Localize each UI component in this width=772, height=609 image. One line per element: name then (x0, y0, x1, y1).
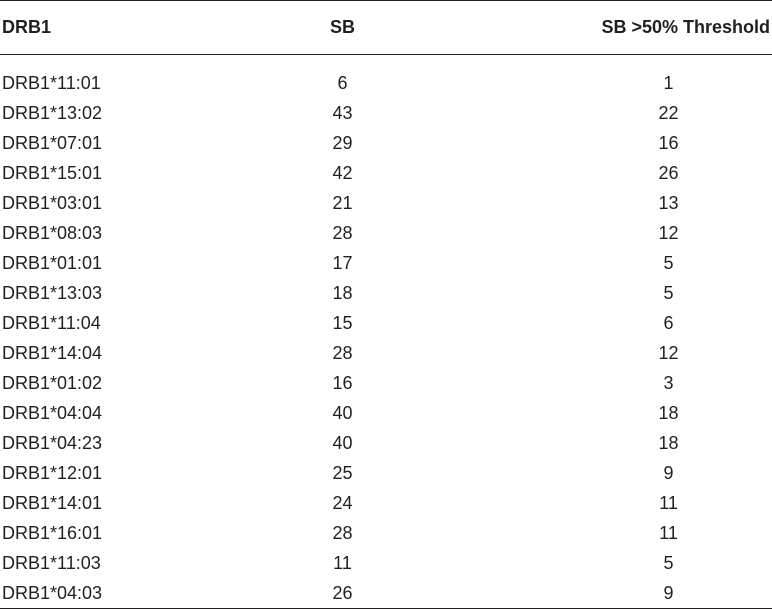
cell-allele: DRB1*11:04 (2, 312, 101, 333)
table-row (0, 98, 772, 128)
cell-sb: 25 (332, 462, 353, 483)
table-row (0, 278, 772, 308)
cell-sb: 11 (333, 552, 352, 573)
cell-allele: DRB1*12:01 (2, 462, 103, 483)
table-row (0, 488, 772, 518)
cell-allele: DRB1*11:01 (2, 72, 101, 93)
cell-sb: 16 (332, 372, 353, 393)
cell-sb-threshold: 18 (658, 402, 679, 423)
table-row (0, 368, 772, 398)
cell-sb: 43 (332, 102, 353, 123)
cell-sb-threshold: 11 (659, 492, 678, 513)
cell-sb: 28 (332, 222, 353, 243)
table-row (0, 158, 772, 188)
cell-sb: 29 (332, 132, 353, 153)
table-row (0, 308, 772, 338)
cell-allele: DRB1*13:02 (2, 102, 103, 123)
header-spacer (0, 55, 772, 68)
cell-sb: 17 (332, 252, 353, 273)
cell-sb: 15 (332, 312, 353, 333)
header-row (0, 1, 772, 55)
cell-sb: 42 (332, 162, 353, 183)
table-row (0, 338, 772, 368)
cell-sb-threshold: 5 (663, 282, 674, 303)
table-body (0, 55, 772, 609)
header-sb: SB (240, 1, 445, 55)
cell-sb-threshold: 22 (658, 102, 679, 123)
cell-allele: DRB1*14:04 (2, 342, 103, 363)
cell-allele: DRB1*04:23 (2, 432, 103, 453)
cell-sb-threshold: 18 (658, 432, 679, 453)
cell-sb-threshold: 9 (445, 578, 772, 609)
cell-allele: DRB1*01:01 (2, 252, 103, 273)
header-drb1: DRB1 (0, 1, 240, 55)
cell-sb: 24 (332, 492, 353, 513)
cell-sb-threshold: 12 (658, 222, 679, 243)
table-row (0, 188, 772, 218)
header-sb-threshold: SB >50% Threshold (445, 1, 772, 55)
cell-sb-threshold: 1 (663, 72, 674, 93)
cell-sb: 21 (332, 192, 353, 213)
cell-allele: DRB1*01:02 (2, 372, 103, 393)
table-row (0, 578, 772, 609)
cell-sb-threshold: 16 (658, 132, 679, 153)
cell-sb-threshold: 13 (658, 192, 679, 213)
cell-sb: 40 (332, 402, 353, 423)
table-row (0, 248, 772, 278)
cell-sb: 6 (337, 72, 348, 93)
table-row (0, 518, 772, 548)
cell-sb-threshold: 26 (658, 162, 679, 183)
table-row (0, 68, 772, 98)
cell-sb-threshold: 12 (658, 342, 679, 363)
cell-allele: DRB1*16:01 (2, 522, 103, 543)
cell-sb: 28 (332, 522, 353, 543)
cell-sb-threshold: 6 (663, 312, 674, 333)
cell-allele: DRB1*14:01 (2, 492, 103, 513)
cell-sb: 18 (332, 282, 353, 303)
cell-sb-threshold: 9 (663, 462, 674, 483)
cell-allele: DRB1*13:03 (2, 282, 103, 303)
cell-sb-threshold: 11 (659, 522, 678, 543)
table-row (0, 128, 772, 158)
cell-sb-threshold: 5 (663, 552, 674, 573)
cell-allele: DRB1*04:04 (2, 402, 103, 423)
table-row (0, 458, 772, 488)
cell-allele: DRB1*03:01 (2, 192, 103, 213)
cell-allele: DRB1*11:03 (2, 552, 101, 573)
cell-sb: 40 (332, 432, 353, 453)
table-row (0, 548, 772, 578)
cell-sb-threshold: 5 (663, 252, 674, 273)
cell-sb: 26 (240, 578, 445, 609)
cell-allele: DRB1*15:01 (2, 162, 103, 183)
table-row (0, 218, 772, 248)
cell-allele: DRB1*08:03 (2, 222, 103, 243)
cell-sb-threshold: 3 (663, 372, 674, 393)
cell-allele: DRB1*04:03 (0, 578, 240, 609)
table-row (0, 428, 772, 458)
cell-allele: DRB1*07:01 (2, 132, 103, 153)
table-header (0, 1, 772, 55)
cell-sb: 28 (332, 342, 353, 363)
table-row (0, 398, 772, 428)
